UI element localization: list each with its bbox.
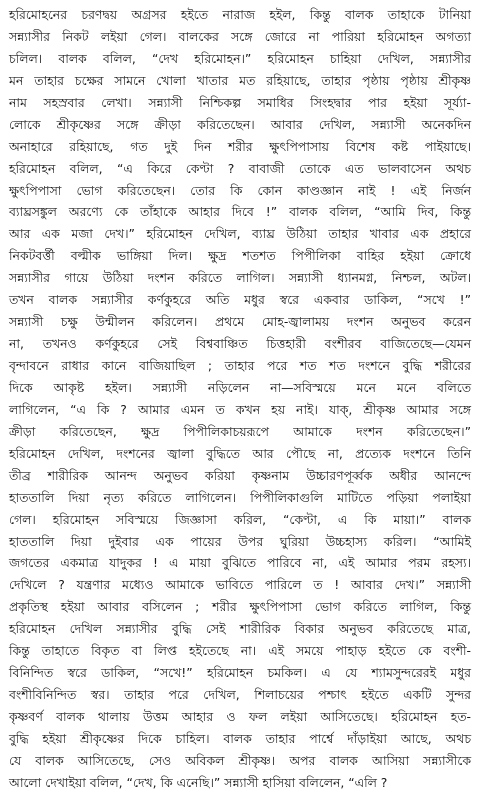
text-line: হাততালি দিয়া দুইবার এক পায়ের উপর ঘুরিয়া উচ্চহাস্য করিল। “আমিই — [9, 533, 471, 549]
text-line: সন্ন্যাসীর নিকট লইয়া গেল। বালকের সঙ্গে জোরে না পারিয়া হরিমোহন অগত্যা — [9, 28, 471, 44]
text-line: চলিল। বালক বলিল, “দেখ হরিমোহন।” হরিমোহন চাহিয়া দেখিল, সন্ন্যাসীর — [9, 50, 471, 66]
text-line: বংশীবিনিন্দিত স্বর। তাহার পরে দেখিল, শিলাচয়ের পশ্চাৎ হইতে একটি সুন্দর — [9, 687, 471, 703]
text-line: বুদ্ধি হইয়া শ্রীকৃষ্ণের দিকে চাহিল। বালক তাহার পার্শ্বে দাঁড়াইয়া আছে, অথচ — [9, 730, 471, 746]
text-line: হরিমোহনের চরণদ্বয় অগ্রসর হইতে নারাজ হইল, কিন্তু বালক তাহাকে টানিয়া — [9, 7, 471, 22]
text-line: হরিমোহন বলিল, “এ কিরে কেণ্টা ? বাবাজী তোকে এত ভালবাসেন অথচ — [9, 160, 471, 176]
text-line: মন তাহার চক্ষের সামনে খোলা খাতার মত রহিয়াছে, তাহার পৃষ্ঠায় পৃষ্ঠায় শ্রীকৃষ্ণ — [9, 72, 471, 88]
text-line: সন্ন্যাসী চক্ষু উন্মীলন করিলেন। প্রথমে মোহ-জ্বালাময় দংশন অনুভব করেন — [9, 314, 471, 330]
text-line: তখন বালক সন্ন্যাসীর কর্ণকুহরে অতি মধুর স্বরে একবার ডাকিল, “সখে !” — [9, 292, 471, 308]
text-line: দিকে আকৃষ্ট হইল। সন্ন্যাসী নড়িলেন না—সবিস্ময়ে মনে মনে বলিতে — [9, 379, 471, 395]
text-line: তীব্র শারীরিক আনন্দ অনুভব করিয়া কৃষ্ণনাম উচ্চারণপূর্ব্বক অধীর আনন্দে — [9, 467, 471, 483]
text-line: যে বালক আসিতেছে, সেও অবিকল শ্রীকৃষ্ণ। অপর বালক আসিয়া সন্ন্যাসীকে — [9, 752, 471, 768]
text-line: নাম সহস্রবার লেখা। সন্ন্যাসী নিশ্চিকল্প সমাধির সিংহদ্বার পার হইয়া সূর্য্যা- — [9, 94, 471, 110]
text-line: হরিমোহন দেখিল, দংশনের জ্বালা বুদ্ধিতে আর পৌছে না, প্রত্যেক দংশনে তিনি — [9, 445, 471, 461]
text-line: না, তখনও কর্ণকুহরে সেই বিশ্ববাঞ্চিত চিত্তহারী বংশীরব বাজিতেছে—যেমন — [9, 336, 471, 352]
text-line: ব্যাঘ্রসঙ্কুল অরণ্যে কে তাঁহাকে আহার দিবে !” বালক বলিল, “আমি দিব, কিন্তু — [9, 204, 471, 220]
text-line: লোকে শ্রীকৃষ্ণের সঙ্গে ক্রীড়া করিতেছেন। আবার দেখিল, সন্ন্যাসী অনেকদিন — [9, 116, 471, 132]
text-line: লাগিলেন, “এ কি ? আমার এমন ত কখন হয় নাই। যাক্, শ্রীকৃষ্ণ আমার সঙ্গে — [9, 401, 471, 417]
text-line: আর এক মজা দেখ।” হরিমোহন দেখিল, ব্যাঘ্র উঠিয়া তাহার খাবার এক প্রহারে — [9, 226, 471, 242]
text-line: ক্ষুৎপিপাসা ভোগ করিতেছেন। তোর কি কোন কাণ্ডজ্ঞান নাই ! এই নির্জন — [9, 182, 471, 198]
text-line: নিকটবর্ত্তী বল্মীক ভাঙ্গিয়া দিল। ক্ষুদ্র শতশত পিপীলিকা বাহির হইয়া ক্রোধে — [9, 248, 471, 264]
text-line: প্রকৃতিস্থ হইয়া আবার বসিলেন ; শরীর ক্ষুৎপিপাসা ভোগ করিতে লাগিল, কিন্তু — [9, 599, 471, 615]
text-line: বিনিন্দিত স্বরে ডাকিল, “সখে!” হরিমোহন চমকিল। এ যে শ্যামসুন্দরেরই মধুর — [9, 665, 471, 681]
text-line: ক্রীড়া করিতেছেন, ক্ষুদ্র পিপীলিকাচয়রূপে আমাকে দংশন করিতেছেন।” — [9, 423, 471, 439]
text-line: গেল। হরিমোহন সবিস্ময়ে জিজ্ঞাসা করিল, “কেণ্টা, এ কি মায়া।” বালক — [9, 511, 471, 527]
text-line: হাততালি দিয়া নৃত্য করিতে লাগিলেন। পিপীলিকাগুলি মাটিতে পড়িয়া পলাইয়া — [9, 489, 471, 505]
text-line: হরিমোহন দেখিল সন্ন্যাসীর বুদ্ধি সেই শারীরিক বিকার অনুভব করিতেছে মাত্র, — [9, 621, 471, 637]
body-text — [9, 4, 471, 794]
text-line: সন্ন্যাসীর গায়ে উঠিয়া দংশন করিতে লাগিল। সন্ন্যাসী ধ্যানমগ্ন, নিশ্চল, অটল। — [9, 270, 471, 286]
text-line: জগতের একমাত্র যাদুকর ! এ মায়া বুঝিতে পারিবে না, এই আমার পরম রহস্য। — [9, 555, 471, 571]
text-line: কৃষ্ণবর্ণ বালক থালায় উত্তম আহার ও ফল লইয়া আসিতেছে। হরিমোহন হত- — [9, 709, 471, 724]
text-line: অনাহারে রহিয়াছে, গত দুই দিন শরীর ক্ষুৎপিপাসায় বিশেষ কষ্ট পাইয়াছে। — [9, 138, 471, 154]
text-line: আলো দেখাইয়া বলিল, “দেখ, কি এনেছি।” সন্ন্যাসী হাসিয়া বলিলেন, “এলি ? — [9, 774, 388, 790]
text-line: দেখিলে ? যন্ত্রণার মধ্যেও আমাকে ভাবিতে পারিলে ত ! আবার দেখ।” সন্ন্যাসী — [9, 577, 471, 593]
text-line: বৃন্দাবনে রাধার কানে বাজিয়াছিল ; তাহার পরে শত শত দংশনে বুদ্ধি শরীরের — [9, 358, 471, 373]
text-line: কিন্তু তাহাতে বিকৃত বা লিপ্ত হইতেছে না। এই সময়ে পাহাড় হইতে কে বংশী- — [9, 643, 471, 659]
